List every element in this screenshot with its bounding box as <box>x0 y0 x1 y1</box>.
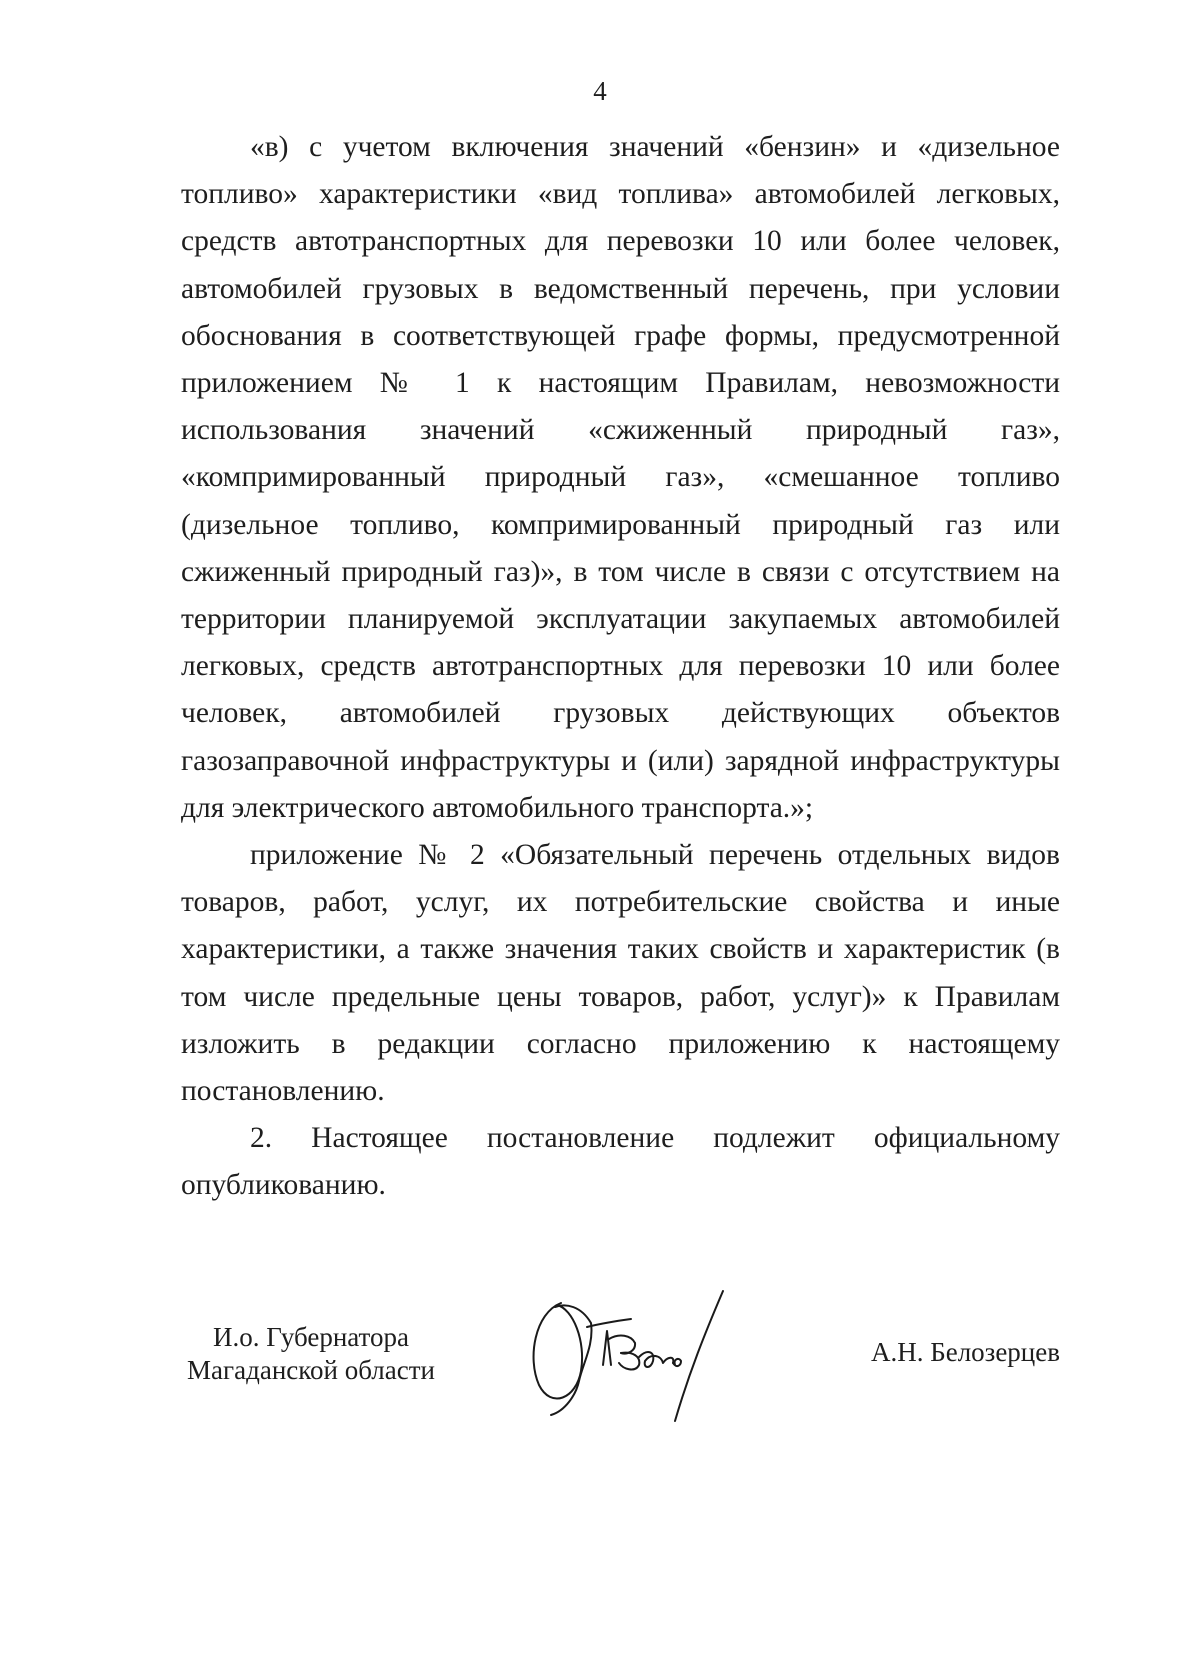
signer-name: А.Н. Белозерцев <box>870 1337 1060 1367</box>
signature-block <box>181 1321 1060 1441</box>
paragraph-subitem-v: «в) с учетом включения значений «бензин» и «дизельное топливо» характеристики «вид топлива» автомобилей легковых, средств автотранспортных для перевозки 10 или более человек, автомобилей грузовых в ведомственный перечень, при условии обоснования в соответствующей графе формы, предусмотренной приложением № 1 к настоящим Правилам, невозможности использования значений «сжиженный природный газ», «компримированный природный газ», «смешанное топливо (дизельное топливо, компримированный природный газ или сжиженный природный газ)», в том числе в связи с отсутствием на территории планируемой эксплуатации закупаемых автомобилей легковых, средств автотранспортных для перевозки 10 или более человек, автомобилей грузовых действующих объектов газозаправочной инфраструктуры и (или) зарядной инфраструктуры для электрического автомобильного транспорта.»; <box>181 131 1060 824</box>
paragraph-publication: 2. Настоящее постановление подлежит официальному опубликованию. <box>181 1122 1060 1202</box>
paragraph-appendix-2: приложение № 2 «Обязательный перечень отдельных видов товаров, работ, услуг, их потребительские свойства и иные характеристики, а также значения таких свойств и характеристик (в том числе предельные цены товаров, работ, услуг)» к Правилам изложить в редакции согласно приложению к настоящему постановлению. <box>181 839 1060 1108</box>
signer-title-line-1: И.о. Губернатора <box>212 1322 409 1352</box>
page-number: 4 <box>593 76 607 106</box>
document-body <box>181 124 1060 1210</box>
handwritten-signature <box>521 1283 741 1433</box>
signer-title <box>181 1321 441 1387</box>
signer-title-line-2: Магаданской области <box>187 1355 435 1385</box>
